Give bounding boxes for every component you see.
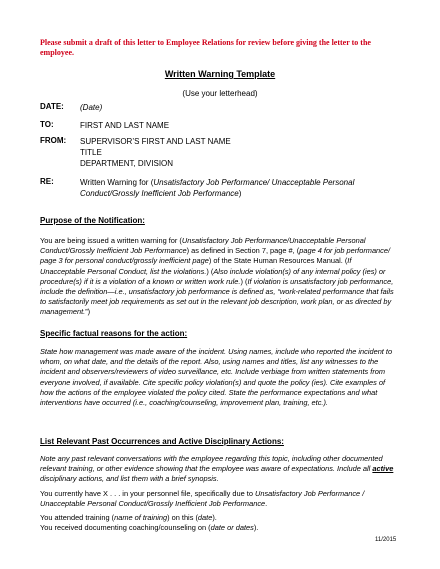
purpose-heading: Purpose of the Notification: xyxy=(40,216,145,225)
factual-body: State how management was made aware of the incident. Using names, include who reported the incident to whom, on what date, and the details of the report. Also, using names and titles, list any witnesses to the incident and observers/reviewers of video surveillance, etc. Include verbiage from written statements from everyone involved, if available. Cite specific policy violation(s) and quote the policy (ies). Cite examples of how the actions of the employee violated the policy cited. State the performance expectations and what interventions have occurred (i.e., coaching/counseling, improvement plan, training, etc.). xyxy=(40,347,393,408)
date-value: (Date) xyxy=(80,103,103,112)
page-title: Written Warning Template xyxy=(164,69,276,79)
past-body: Note any past relevant conversations with the employee regarding this topic, including other documented relevant training, or other evidence showing that the employee was aware of expectations. Include all active disciplinary actions, and list them with a brief synopsis. You currently have X . . . in your personnel file, specifically due to Unsatisfactory Job Performance / Unacceptable Personal Conduct/Grossly Inefficient Job Performance. You attended training (name of training) on this (date). You received documenting coaching/counseling on (date or dates). xyxy=(40,454,394,533)
draft-notice: Please submit a draft of this letter to Employee Relations for review before giving the letter to the employee. xyxy=(40,38,371,57)
to-value: FIRST AND LAST NAME xyxy=(80,121,170,130)
page-subtitle: (Use your letterhead) xyxy=(182,89,258,98)
date-label: DATE: xyxy=(40,102,64,111)
from-department: DEPARTMENT, DIVISION xyxy=(80,159,174,168)
from-name: SUPERVISOR’S FIRST AND LAST NAME xyxy=(80,137,231,146)
purpose-body: You are being issued a written warning for (Unsatisfactory Job Performance/Unacceptable Personal Conduct/Grossly Inefficient Job Performance) as defined in Section 7, page #, (page 4 for job performance/ page 3 for personal conduct/grossly inefficient page) of the State Human Resources Manual. (If Unacceptable Personal Conduct, list the violations.) (Also include violation(s) of any internal policy (ies) or procedure(s) if it is a violation of a known or written work rule.) (If violation is unsatisfactory job performance, include the definition—i.e., unsatisfactory job performance is defined as, “work-related performance that fails to satisfactorily meet job requirements as set out in the relevant job description, work plan, or as directed by management.”) xyxy=(40,236,394,317)
revision-date: 11/2015 xyxy=(375,537,397,543)
re-value: Written Warning for (Unsatisfactory Job Performance/ Unacceptable Personal Conduct/Grossly Inefficient Job Performance) xyxy=(80,178,355,198)
to-label: TO: xyxy=(40,120,54,129)
from-label: FROM: xyxy=(40,136,67,145)
re-label: RE: xyxy=(40,177,54,186)
past-heading: List Relevant Past Occurrences and Active Disciplinary Actions: xyxy=(40,437,284,446)
factual-heading: Specific factual reasons for the action: xyxy=(40,329,188,338)
from-title: TITLE xyxy=(80,148,102,157)
